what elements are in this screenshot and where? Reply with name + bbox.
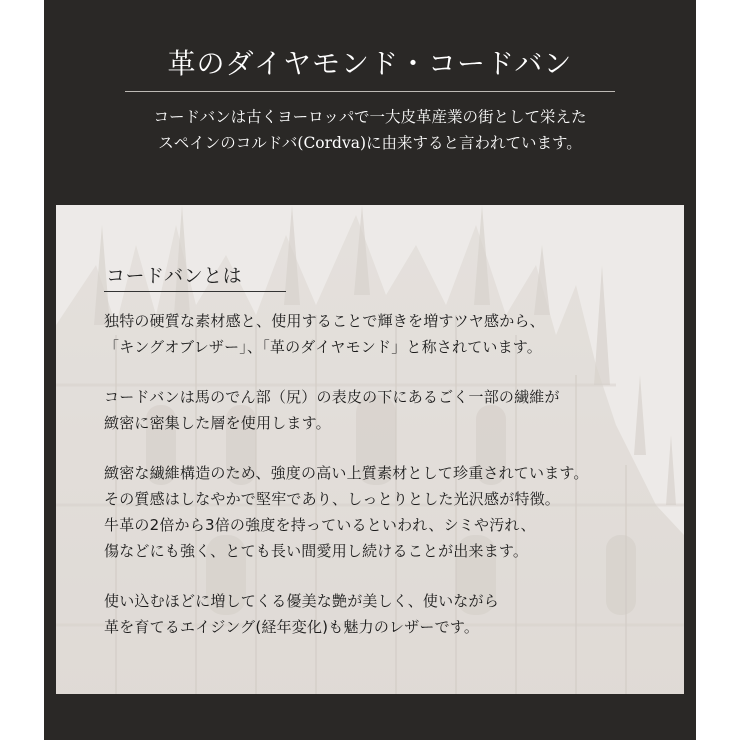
content-block xyxy=(104,261,674,664)
paragraph-line: その質感はしなやかで堅牢であり、しっとりとした光沢感が特徴。 xyxy=(104,490,561,508)
paragraph-line: コードバンは馬のでん部（尻）の表皮の下にあるごく一部の繊維が xyxy=(104,388,560,406)
paragraph xyxy=(104,384,674,436)
paragraph-line: 傷などにも強く、とても長い間愛用し続けることが出来ます。 xyxy=(104,542,529,560)
section-title: コードバンとは xyxy=(106,265,243,287)
paragraph xyxy=(104,308,674,360)
paragraph-line: 緻密に密集した層を使用します。 xyxy=(104,414,331,432)
paragraph-line: 革を育てるエイジング(経年変化)も魅力のレザーです。 xyxy=(104,618,480,636)
paragraph-line: 使い込むほどに増してくる優美な艶が美しく、使いながら xyxy=(104,592,499,610)
subtitle-line: コードバンは古くヨーロッパで一大皮革産業の街として栄えた xyxy=(153,108,587,126)
subtitle-line: スペインのコルドバ(Cordva)に由来すると言われています。 xyxy=(158,134,582,152)
paragraph-line: 「キングオブレザー」、「革のダイヤモンド」と称されています。 xyxy=(104,338,543,356)
paragraph-line: 独特の硬質な素材感と、使用することで輝きを増すツヤ感から、 xyxy=(104,312,545,330)
paragraph xyxy=(104,460,674,564)
title-divider xyxy=(125,91,615,92)
section-title-underline xyxy=(104,291,286,292)
dark-panel xyxy=(44,0,696,740)
paragraph-line: 緻密な繊維構造のため、強度の高い上質素材として珍重されています。 xyxy=(104,464,589,482)
cathedral-background-image xyxy=(56,205,684,694)
paragraph-line: 牛革の2倍から3倍の強度を持っているといわれ、シミや汚れ、 xyxy=(104,516,536,534)
subtitle xyxy=(44,104,696,156)
page-title: 革のダイヤモンド・コードバン xyxy=(167,47,573,80)
paragraph xyxy=(104,588,674,640)
